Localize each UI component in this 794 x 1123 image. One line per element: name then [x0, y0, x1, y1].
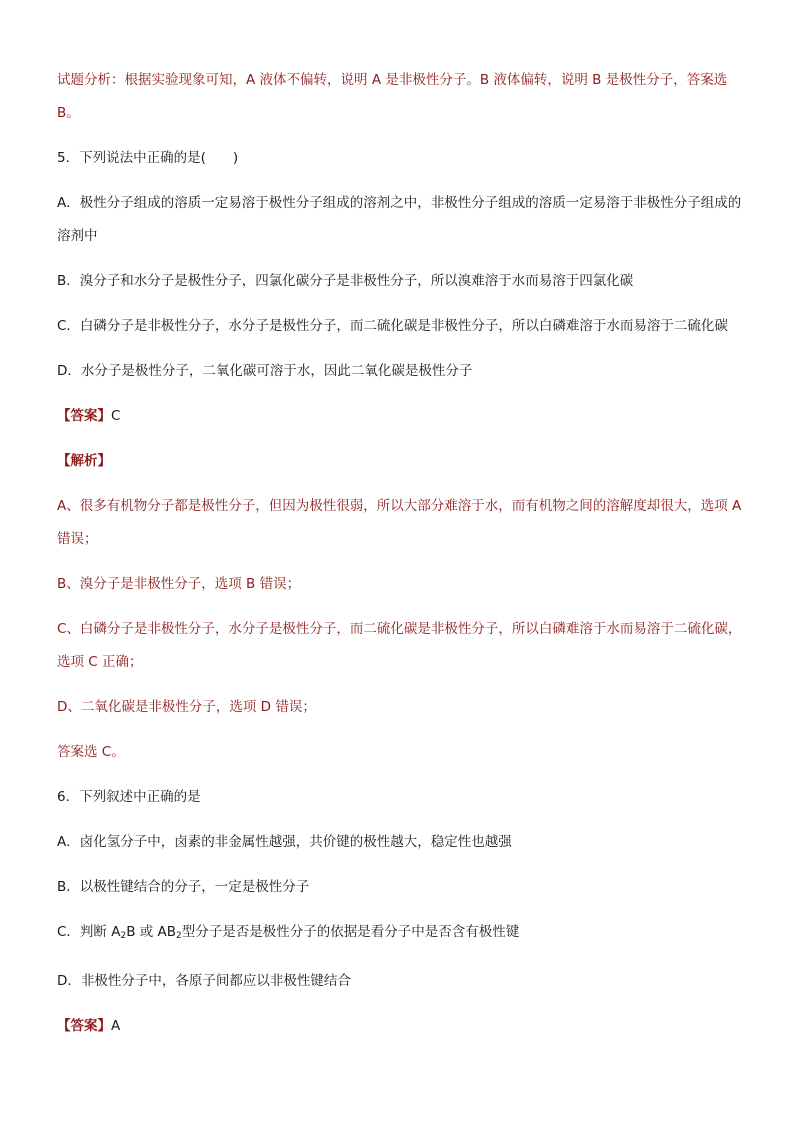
- question-6-option-a: A．卤化氢分子中，卤素的非金属性越强，共价键的极性越大，稳定性也越强: [57, 834, 512, 850]
- question-5-option-d: D．水分子是极性分子，二氧化碳可溶于水，因此二氧化碳是极性分子: [57, 363, 473, 379]
- question-6-stem: 6．下列叙述中正确的是: [57, 789, 201, 805]
- question-6-answer: [57, 1010, 742, 1043]
- question-5-analysis-label: 【解析】: [57, 453, 111, 469]
- option-c-text-2: B 或 AB: [126, 924, 177, 940]
- answer-label: 【答案】: [57, 1018, 111, 1034]
- analysis-item-a: A、很多有机物分子都是极性分子，但因为极性很弱，所以大部分难溶于水，而有机物之间的溶解度却很大，选项 A 错误；: [57, 498, 742, 547]
- question-5-option-b: B．溴分子和水分子是极性分子，四氯化碳分子是非极性分子，所以溴难溶于水而易溶于四氯化碳: [57, 273, 634, 289]
- answer-value: C: [111, 408, 121, 424]
- analysis-item-d: D、二氧化碳是非极性分子，选项 D 错误；: [57, 699, 316, 715]
- analysis-item-c: C、白磷分子是非极性分子，水分子是极性分子，而二硫化碳是非极性分子，所以白磷难溶于水而易溶于二硫化碳，选项 C 正确；: [57, 621, 742, 670]
- question-6-option-c: [57, 916, 742, 953]
- analysis-paragraph: 试题分析：根据实验现象可知，A 液体不偏转，说明 A 是非极性分子。B 液体偏转，说明 B 是极性分子，答案选 B。: [57, 72, 728, 121]
- subscript-2: 2: [176, 931, 182, 941]
- question-6-option-b: B．以极性键结合的分子，一定是极性分子: [57, 879, 310, 895]
- question-5-option-a: A．极性分子组成的溶质一定易溶于极性分子组成的溶剂之中，非极性分子组成的溶质一定易溶于非极性分子组成的溶剂中: [57, 195, 742, 244]
- answer-value: A: [111, 1018, 121, 1034]
- question-5-option-c: C．白磷分子是非极性分子，水分子是极性分子，而二硫化碳是非极性分子，所以白磷难溶于水而易溶于二硫化碳: [57, 318, 728, 334]
- document-page: [57, 64, 742, 1043]
- answer-label: 【答案】: [57, 408, 111, 424]
- question-5-answer: [57, 400, 742, 433]
- analysis-item-b: B、溴分子是非极性分子，选项 B 错误；: [57, 576, 301, 592]
- option-c-text-3: 型分子是否是极性分子的依据是看分子中是否含有极性键: [181, 924, 520, 940]
- question-5-conclusion: 答案选 C。: [57, 744, 125, 760]
- option-c-text-1: C．判断 A: [57, 924, 121, 940]
- question-6-option-d: D．非极性分子中，各原子间都应以非极性键结合: [57, 973, 351, 989]
- question-5-stem: 5．下列说法中正确的是( ): [57, 150, 239, 166]
- subscript-2: 2: [120, 931, 127, 941]
